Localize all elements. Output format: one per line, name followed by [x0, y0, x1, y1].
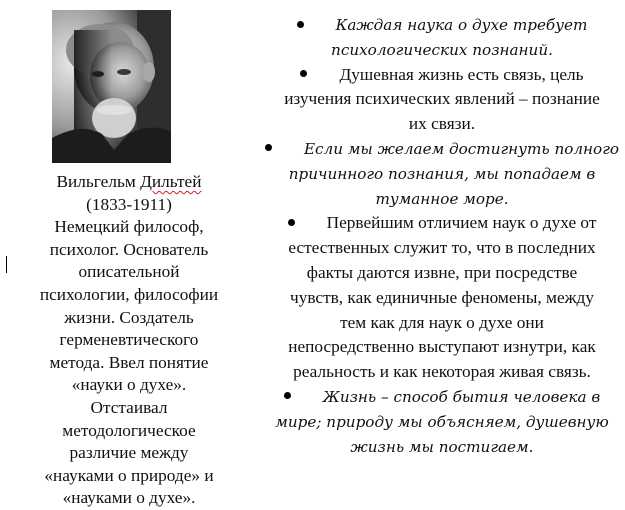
portrait-image: [52, 10, 171, 163]
quote-item: [262, 385, 622, 459]
quote-line: Жизнь – способ бытия человека в: [322, 387, 601, 406]
bio-name: [30, 171, 228, 194]
quote-line: факты даются извне, при посредстве: [306, 262, 578, 282]
quote-line: естественных служит то, что в последних: [288, 238, 596, 258]
bio-line: герменевтического: [59, 330, 199, 350]
bio-line: методологическое: [62, 420, 196, 440]
portrait-photo: [52, 10, 171, 163]
bio-line: «науками о природе» и: [44, 465, 214, 485]
bio-name-first: Вильгельм: [56, 172, 136, 191]
quotes-list: [262, 13, 622, 459]
bio-line: Немецкий философ,: [54, 217, 204, 237]
bullet-icon: [284, 392, 291, 399]
quote-item: [262, 137, 622, 211]
bio-block: [30, 171, 228, 510]
quote-item: [262, 211, 622, 385]
bio-line: метода. Ввел понятие: [49, 352, 209, 372]
quote-line: причинного познания, мы попадаем в: [288, 164, 596, 183]
quote-line: тем как для наук о духе они: [340, 312, 544, 332]
quote-line: Каждая наука о духе требует: [335, 16, 588, 34]
quote-line: Если мы желаем достигнуть полного: [303, 139, 620, 158]
quote-line: непосредственно выступают изнутри, как: [288, 337, 596, 357]
quote-line: туманное море.: [375, 189, 509, 208]
quote-line: изучения психических явлений – познание: [284, 89, 600, 109]
bullet-icon: [265, 144, 272, 151]
bullet-icon: [288, 219, 295, 226]
quote-line: психологических познаний.: [331, 40, 553, 59]
bio-line: различие между: [69, 443, 189, 463]
bio-line: «науками о духе».: [62, 488, 196, 508]
bio-line: Отстаивал: [90, 397, 168, 417]
bullet-icon: [300, 70, 307, 77]
quote-line: Первейшим отличием наук о духе от: [326, 213, 597, 233]
quote-line: чувств, как единичные феномены, между: [290, 287, 594, 307]
quote-line: их связи.: [408, 114, 476, 134]
bio-line: психолог. Основатель: [49, 239, 209, 259]
bio-line: жизни. Создатель: [64, 307, 194, 327]
bio-line: психологии, философии: [39, 284, 219, 304]
quote-line: мире; природу мы объясняем, душевную: [275, 412, 609, 431]
bio-name-last[interactable]: Дильтей: [140, 172, 202, 191]
quote-line: реальность и как некоторая живая связь.: [293, 362, 591, 382]
bio-years: (1833-1911): [86, 194, 172, 214]
quote-line: Душевная жизнь есть связь, цель: [339, 64, 584, 84]
bullet-icon: [297, 21, 304, 28]
bio-line: описательной: [78, 262, 180, 282]
bio-line: «науки о духе».: [71, 375, 187, 395]
text-cursor: [6, 256, 7, 273]
quote-line: жизнь мы постигаем.: [350, 437, 534, 456]
quote-item: [262, 13, 622, 63]
quote-item: [262, 63, 622, 137]
